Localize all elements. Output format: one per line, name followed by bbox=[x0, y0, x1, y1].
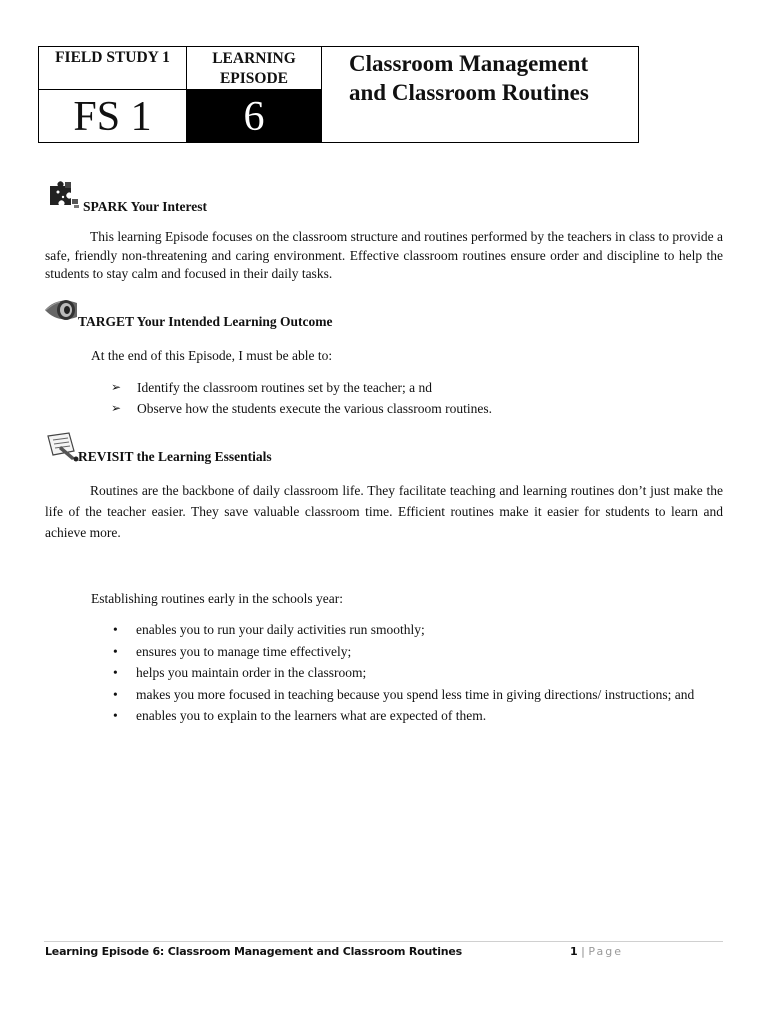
target-intro: At the end of this Episode, I must be able to: bbox=[91, 348, 333, 363]
target-heading: TARGET Your Intended Learning Outcome bbox=[78, 314, 333, 329]
title-line: and Classroom Routines bbox=[349, 80, 589, 105]
list-item bbox=[111, 377, 711, 398]
list-item bbox=[111, 642, 722, 663]
routine-benefits-list bbox=[111, 620, 722, 728]
title-line: Classroom Management bbox=[349, 51, 589, 76]
footer-title: Learning Episode 6: Classroom Management and Classroom Routines bbox=[45, 945, 463, 958]
revisit-intro: Establishing routines early in the schools year: bbox=[91, 591, 343, 606]
eye-target-icon bbox=[44, 293, 78, 325]
list-item-text: helps you maintain order in the classroom; bbox=[136, 665, 367, 680]
learning-episode-label: LEARNING EPISODE bbox=[212, 50, 296, 87]
list-item bbox=[111, 620, 722, 641]
revisit-heading: REVISIT the Learning Essentials bbox=[78, 449, 272, 464]
list-item-text: makes you more focused in teaching because you spend less time in giving directions/ instructions; and bbox=[136, 686, 695, 702]
notepad-icon bbox=[45, 432, 79, 462]
header-divider bbox=[321, 46, 322, 143]
list-item-text: enables you to run your daily activities run smoothly; bbox=[136, 622, 425, 637]
list-item-text: Observe how the students execute the various classroom routines. bbox=[137, 401, 493, 416]
revisit-paragraph: Routines are the backbone of daily classroom life. They facilitate teaching and learning routines don’t just make the life of the teacher easier. They save valuable classroom time. Efficient routines make it easier for students to learn and achieve more. bbox=[45, 483, 723, 540]
list-item bbox=[111, 398, 711, 419]
list-item bbox=[111, 685, 722, 706]
list-item bbox=[111, 706, 722, 727]
puzzle-icon bbox=[46, 180, 82, 210]
page-indicator bbox=[570, 945, 623, 958]
list-item bbox=[111, 663, 722, 684]
page-label: Page bbox=[588, 945, 624, 958]
arrow-marker: ➢ bbox=[111, 401, 122, 415]
outcome-list bbox=[111, 377, 711, 419]
footer-divider bbox=[44, 941, 723, 942]
page-number: 1 bbox=[570, 945, 578, 958]
list-item-text: enables you to explain to the learners what are expected of them. bbox=[136, 708, 487, 723]
bullet-marker: • bbox=[113, 665, 118, 680]
bullet-marker: • bbox=[113, 622, 118, 637]
spark-paragraph: This learning Episode focuses on the classroom structure and routines performed by the teachers in class to provide a safe, friendly non-threatening and caring environment. Effective classroom routines ensure order and discipline to help the students to stay calm and focused in their daily tasks. bbox=[45, 229, 723, 281]
bullet-marker: • bbox=[113, 686, 118, 702]
list-item-text: ensures you to manage time effectively; bbox=[136, 643, 352, 659]
episode-number: 6 bbox=[187, 90, 321, 143]
page-title bbox=[349, 49, 634, 107]
bullet-marker: • bbox=[113, 643, 118, 659]
bullet-marker: • bbox=[113, 708, 118, 723]
spark-heading: SPARK Your Interest bbox=[83, 199, 207, 214]
fs-code: FS 1 bbox=[73, 94, 152, 140]
field-study-label: FIELD STUDY 1 bbox=[55, 49, 170, 66]
page-separator: | bbox=[581, 945, 585, 958]
list-item-text: Identify the classroom routines set by the teacher; a nd bbox=[137, 380, 433, 395]
arrow-marker: ➢ bbox=[111, 380, 122, 394]
